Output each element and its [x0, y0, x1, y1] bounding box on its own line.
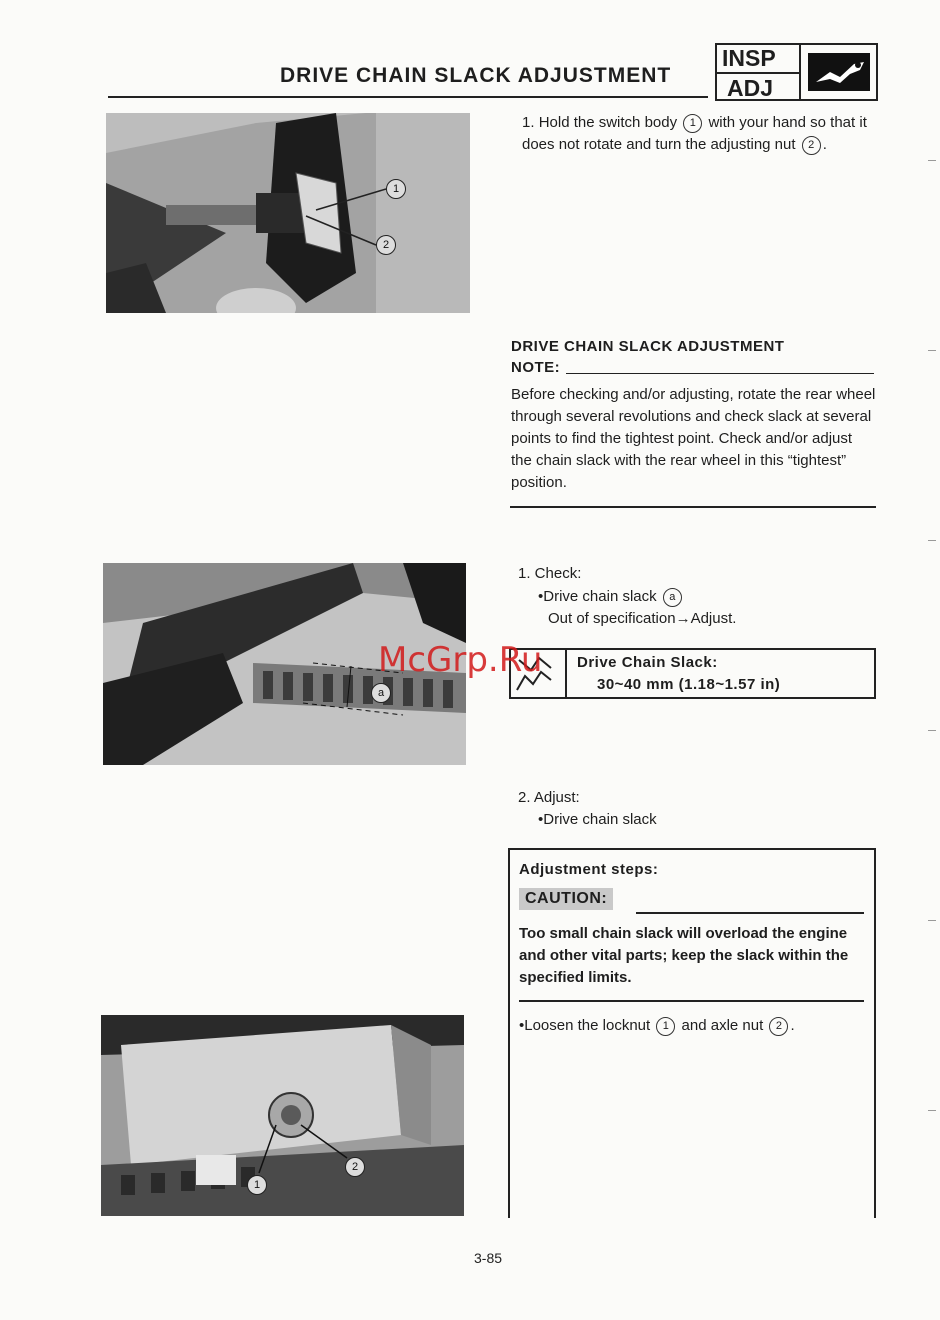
page-title: DRIVE CHAIN SLACK ADJUSTMENT: [280, 64, 672, 87]
caution-label: CAUTION:: [519, 888, 613, 910]
wrench-adjust-icon: [806, 50, 872, 94]
check-item: [538, 586, 684, 608]
title-rule: [108, 96, 708, 98]
tag-insp: INSP: [722, 45, 776, 71]
caution-rule: [636, 912, 864, 914]
ref-marker-2: 2: [769, 1017, 788, 1036]
adjustment-steps-box: [508, 848, 876, 1218]
spec-value: 30~40 mm (1.18~1.57 in): [597, 676, 781, 693]
note-rule: [566, 373, 874, 374]
step-number: 1.: [522, 114, 535, 131]
watermark: McGrp.Ru: [378, 640, 543, 680]
spec-box: [509, 648, 876, 699]
check-label: 1. Check:: [518, 565, 582, 582]
note-end-rule: [510, 506, 876, 508]
note-label: NOTE:: [511, 359, 561, 376]
section-heading: DRIVE CHAIN SLACK ADJUSTMENT: [511, 338, 785, 355]
step-text: .: [790, 1017, 795, 1034]
photo-callout-1: 1: [247, 1175, 267, 1195]
ref-marker-1: 1: [656, 1017, 675, 1036]
edge-mark: [928, 160, 936, 161]
step-text: with your hand so that it does not rotate and turn the adjusting nut: [522, 114, 867, 153]
ref-marker-a: a: [663, 588, 682, 607]
photo-callout-2: 2: [376, 235, 396, 255]
caution-text: Too small chain slack will overload the engine and other vital parts; keep the slack within the specified limits.: [519, 925, 849, 986]
out-of-spec-text: Out of specification→Adjust.: [548, 610, 737, 627]
adjust-label: 2. Adjust:: [518, 789, 580, 806]
step-text: Hold the switch body: [538, 114, 678, 131]
spec-title: Drive Chain Slack:: [577, 654, 718, 671]
step-loosen: [519, 1015, 869, 1037]
step-text: .: [822, 136, 827, 153]
tag-adj: ADJ: [727, 75, 774, 101]
photo-callout-a: a: [371, 683, 391, 703]
photo-axle-nut: [101, 1015, 464, 1216]
tag-divider: [715, 72, 801, 74]
page-number: 3-85: [474, 1250, 503, 1266]
caution-end-rule: [519, 1000, 864, 1002]
photo-callout-2: 2: [345, 1157, 365, 1177]
photo-switch-body: [106, 113, 470, 313]
note-text: Before checking and/or adjusting, rotate the rear wheel through several revolutions and check slack at several points to find the tightest point. Check and/or adjust the chain slack with the rear wheel in this “tightest” position.: [511, 386, 876, 491]
adjust-item: •Drive chain slack: [538, 811, 657, 828]
edge-mark: [928, 920, 936, 921]
steps-title: Adjustment steps:: [519, 861, 659, 878]
photo-callout-1: 1: [386, 179, 406, 199]
step-hold-switch: [522, 112, 882, 156]
step-text: and axle nut: [681, 1017, 764, 1034]
ref-marker-2: 2: [802, 136, 821, 155]
step-text: •Loosen the locknut: [519, 1017, 651, 1034]
ref-marker-1: 1: [683, 114, 702, 133]
check-item-text: •Drive chain slack: [538, 588, 657, 605]
edge-mark: [928, 350, 936, 351]
edge-mark: [928, 1110, 936, 1111]
edge-mark: [928, 540, 936, 541]
edge-mark: [928, 730, 936, 731]
